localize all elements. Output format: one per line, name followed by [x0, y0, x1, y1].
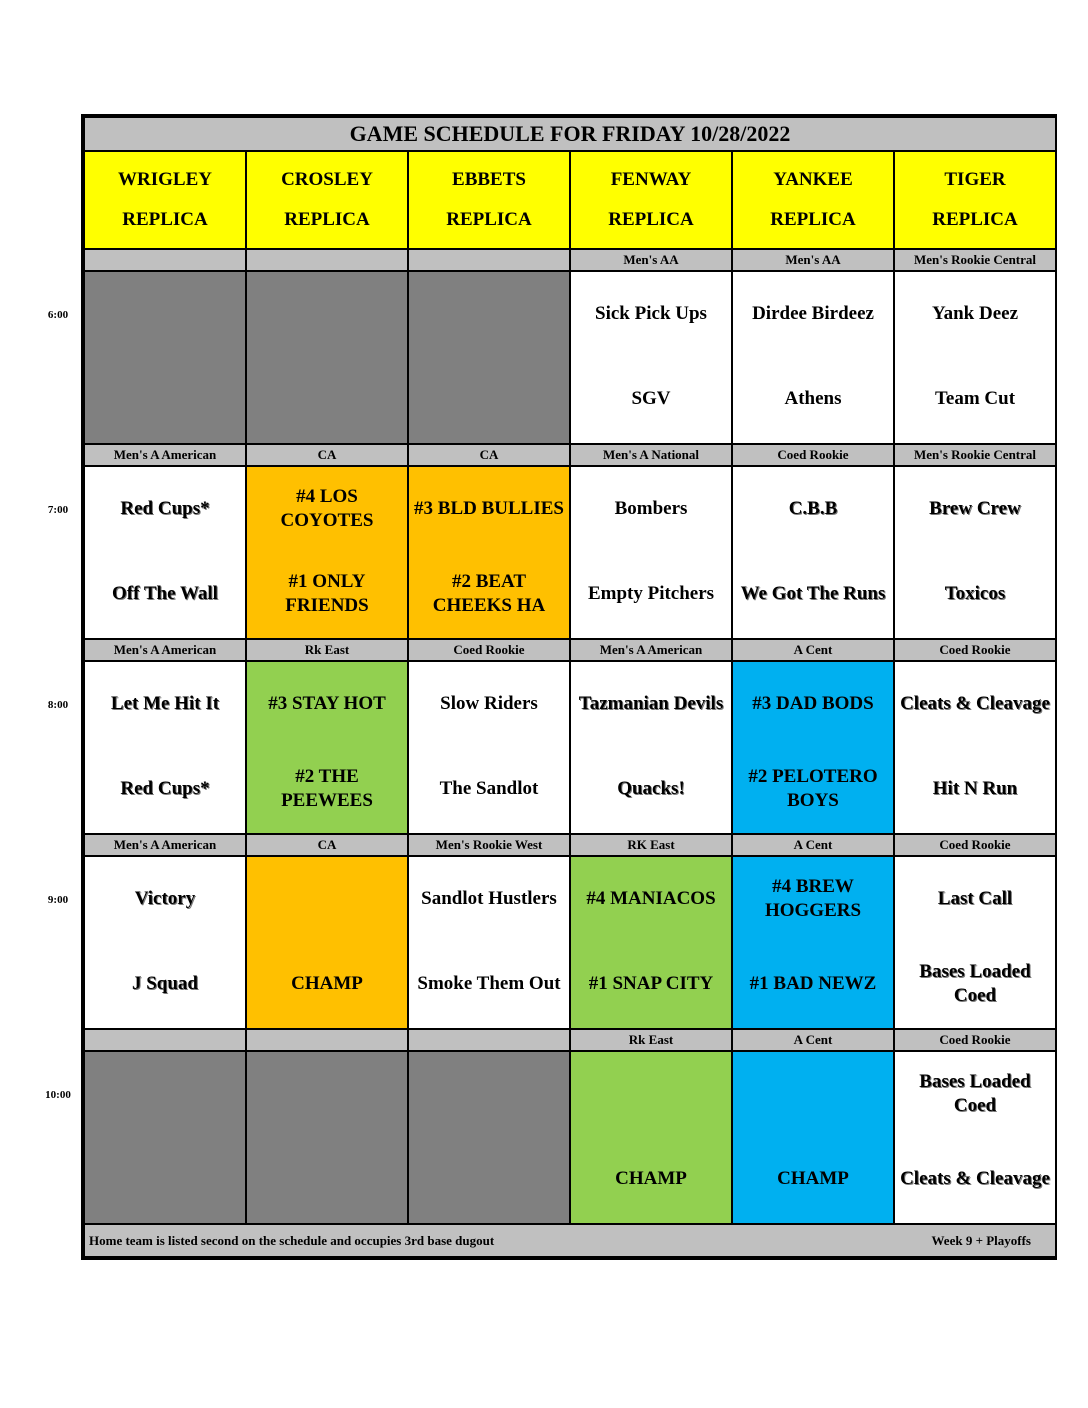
away-team	[411, 286, 567, 342]
home-team: #2 THE PEEWEES	[281, 766, 373, 811]
venue-name: WRIGLEY	[118, 169, 212, 191]
division-label: Men's A American	[84, 834, 246, 856]
game-cell	[246, 856, 408, 1029]
game-cell	[894, 661, 1056, 834]
game-cell	[732, 661, 894, 834]
game-cell	[246, 466, 408, 639]
game-cell	[570, 1051, 732, 1224]
division-label	[408, 249, 570, 271]
home-team: Empty Pitchers	[587, 583, 715, 604]
division-label: Coed Rookie	[894, 1029, 1056, 1051]
game-cell	[408, 661, 570, 834]
venue-header-crosley	[246, 151, 408, 249]
game-cell	[84, 271, 246, 444]
home-team	[411, 1151, 567, 1207]
division-label: Men's Rookie Central	[894, 444, 1056, 466]
away-team: Red Cups*	[120, 498, 210, 519]
home-team: #1 BAD NEWZ	[749, 973, 877, 994]
division-label: A Cent	[732, 1029, 894, 1051]
game-cell	[408, 1051, 570, 1224]
home-team: J Squad	[131, 973, 199, 994]
game-cell	[894, 1051, 1056, 1224]
division-label: Men's AA	[570, 249, 732, 271]
division-label: CA	[408, 444, 570, 466]
division-label	[246, 1029, 408, 1051]
game-cell	[732, 856, 894, 1029]
game-cell	[408, 271, 570, 444]
away-team: #3 STAY HOT	[268, 693, 386, 714]
venue-name: TIGER	[944, 169, 1006, 191]
venue-header-tiger	[894, 151, 1056, 249]
division-label: A Cent	[732, 639, 894, 661]
away-team: #4 LOS COYOTES	[280, 486, 374, 531]
division-label	[408, 1029, 570, 1051]
away-team	[411, 1066, 567, 1122]
venue-name: EBBETS	[452, 169, 526, 191]
home-team: #2 BEAT CHEEKS HA	[432, 571, 546, 616]
time-label: 7:00	[47, 504, 69, 516]
division-label: A Cent	[732, 834, 894, 856]
away-team: Tazmanian Devils	[578, 693, 724, 714]
game-cell	[570, 661, 732, 834]
division-label: Men's A American	[84, 444, 246, 466]
game-cell	[84, 466, 246, 639]
venue-sub: REPLICA	[932, 208, 1018, 230]
venue-sub: REPLICA	[446, 208, 532, 230]
time-label: 9:00	[47, 894, 69, 906]
away-team: Yank Deez	[931, 303, 1019, 324]
home-team: SGV	[631, 388, 671, 409]
home-team	[87, 371, 243, 427]
game-cell	[570, 271, 732, 444]
home-team: Toxicos	[944, 583, 1006, 604]
home-team	[249, 1151, 405, 1207]
venue-header-ebbets	[408, 151, 570, 249]
home-team: Bases Loaded Coed	[919, 961, 1031, 1006]
away-team: #4 MANIACOS	[586, 888, 716, 909]
venue-sub: REPLICA	[770, 208, 856, 230]
away-team: Let Me Hit It	[110, 693, 220, 714]
game-cell	[894, 856, 1056, 1029]
away-team: #4 BREW HOGGERS	[764, 876, 862, 921]
week-label: Week 9 + Playoffs	[931, 1232, 1031, 1248]
division-label: Men's Rookie Central	[894, 249, 1056, 271]
away-team: Slow Riders	[440, 693, 538, 714]
home-team: The Sandlot	[439, 778, 539, 799]
away-team: Victory	[134, 888, 196, 909]
home-team: We Got The Runs	[740, 583, 886, 604]
home-team: Off The Wall	[112, 583, 218, 604]
away-team: Bombers	[614, 498, 688, 519]
away-team: Sick Pick Ups	[595, 303, 707, 324]
time-label: 8:00	[47, 699, 69, 711]
away-team: Cleats & Cleavage	[900, 693, 1050, 714]
venue-header-wrigley	[84, 151, 246, 249]
venue-name: FENWAY	[610, 169, 692, 191]
away-team: C.B.B	[788, 498, 838, 519]
venue-header-fenway	[570, 151, 732, 249]
away-team	[249, 1066, 405, 1122]
time-label: 10:00	[45, 1089, 71, 1101]
home-team: Red Cups*	[120, 778, 210, 799]
game-cell	[408, 466, 570, 639]
division-label: Coed Rookie	[894, 639, 1056, 661]
away-team: Bases Loaded Coed	[919, 1071, 1031, 1116]
division-label: Coed Rookie	[408, 639, 570, 661]
home-team	[411, 371, 567, 427]
away-team	[249, 871, 405, 927]
venue-name: YANKEE	[773, 169, 853, 191]
home-team: Athens	[784, 388, 842, 409]
venue-header-yankee	[732, 151, 894, 249]
away-team	[249, 286, 405, 342]
division-label: Men's Rookie West	[408, 834, 570, 856]
division-label: CA	[246, 444, 408, 466]
home-team	[249, 371, 405, 427]
away-team: Last Call	[937, 888, 1013, 909]
away-team	[735, 1066, 891, 1122]
division-label	[246, 249, 408, 271]
game-cell	[84, 1051, 246, 1224]
venue-sub: REPLICA	[608, 208, 694, 230]
home-team: Hit N Run	[932, 778, 1018, 799]
home-team	[87, 1151, 243, 1207]
division-label	[84, 249, 246, 271]
game-cell	[246, 661, 408, 834]
game-cell	[894, 271, 1056, 444]
division-label: Men's AA	[732, 249, 894, 271]
division-label: Rk East	[570, 1029, 732, 1051]
home-team: CHAMP	[615, 1168, 687, 1189]
game-cell	[570, 856, 732, 1029]
time-label: 6:00	[47, 309, 69, 321]
away-team: Dirdee Birdeez	[752, 303, 874, 324]
venue-name: CROSLEY	[281, 169, 373, 191]
home-team: #1 ONLY FRIENDS	[285, 571, 369, 616]
venue-sub: REPLICA	[122, 208, 208, 230]
division-label: Coed Rookie	[732, 444, 894, 466]
game-cell	[732, 1051, 894, 1224]
away-team	[87, 1066, 243, 1122]
division-label: CA	[246, 834, 408, 856]
division-label: RK East	[570, 834, 732, 856]
division-label: Men's A American	[84, 639, 246, 661]
away-team	[573, 1066, 729, 1122]
game-cell	[570, 466, 732, 639]
division-label	[84, 1029, 246, 1051]
away-team: #3 BLD BULLIES	[414, 498, 564, 519]
game-cell	[894, 466, 1056, 639]
game-cell	[84, 856, 246, 1029]
division-label: Men's A American	[570, 639, 732, 661]
away-team	[87, 286, 243, 342]
game-cell	[732, 466, 894, 639]
home-team: #2 PELOTERO BOYS	[748, 766, 878, 811]
home-team: Smoke Them Out	[417, 973, 561, 994]
home-team: Team Cut	[934, 388, 1016, 409]
away-team: #3 DAD BODS	[752, 693, 874, 714]
division-label: Men's A National	[570, 444, 732, 466]
division-label: Coed Rookie	[894, 834, 1056, 856]
home-team: CHAMP	[777, 1168, 849, 1189]
home-team: CHAMP	[291, 973, 363, 994]
away-team: Sandlot Hustlers	[421, 888, 557, 909]
game-cell	[732, 271, 894, 444]
home-team: Quacks!	[617, 778, 685, 799]
game-cell	[84, 661, 246, 834]
game-cell	[246, 1051, 408, 1224]
footer-note: Home team is listed second on the schedule and occupies 3rd base dugout	[89, 1232, 495, 1248]
home-team: Cleats & Cleavage	[900, 1168, 1050, 1189]
schedule-title: GAME SCHEDULE FOR FRIDAY 10/28/2022	[84, 117, 1056, 151]
away-team: Brew Crew	[929, 498, 1021, 519]
game-cell	[246, 271, 408, 444]
division-label: Rk East	[246, 639, 408, 661]
footer-bar	[84, 1224, 1056, 1257]
venue-sub: REPLICA	[284, 208, 370, 230]
schedule-sheet	[81, 114, 1057, 1260]
game-cell	[408, 856, 570, 1029]
home-team: #1 SNAP CITY	[588, 973, 714, 994]
